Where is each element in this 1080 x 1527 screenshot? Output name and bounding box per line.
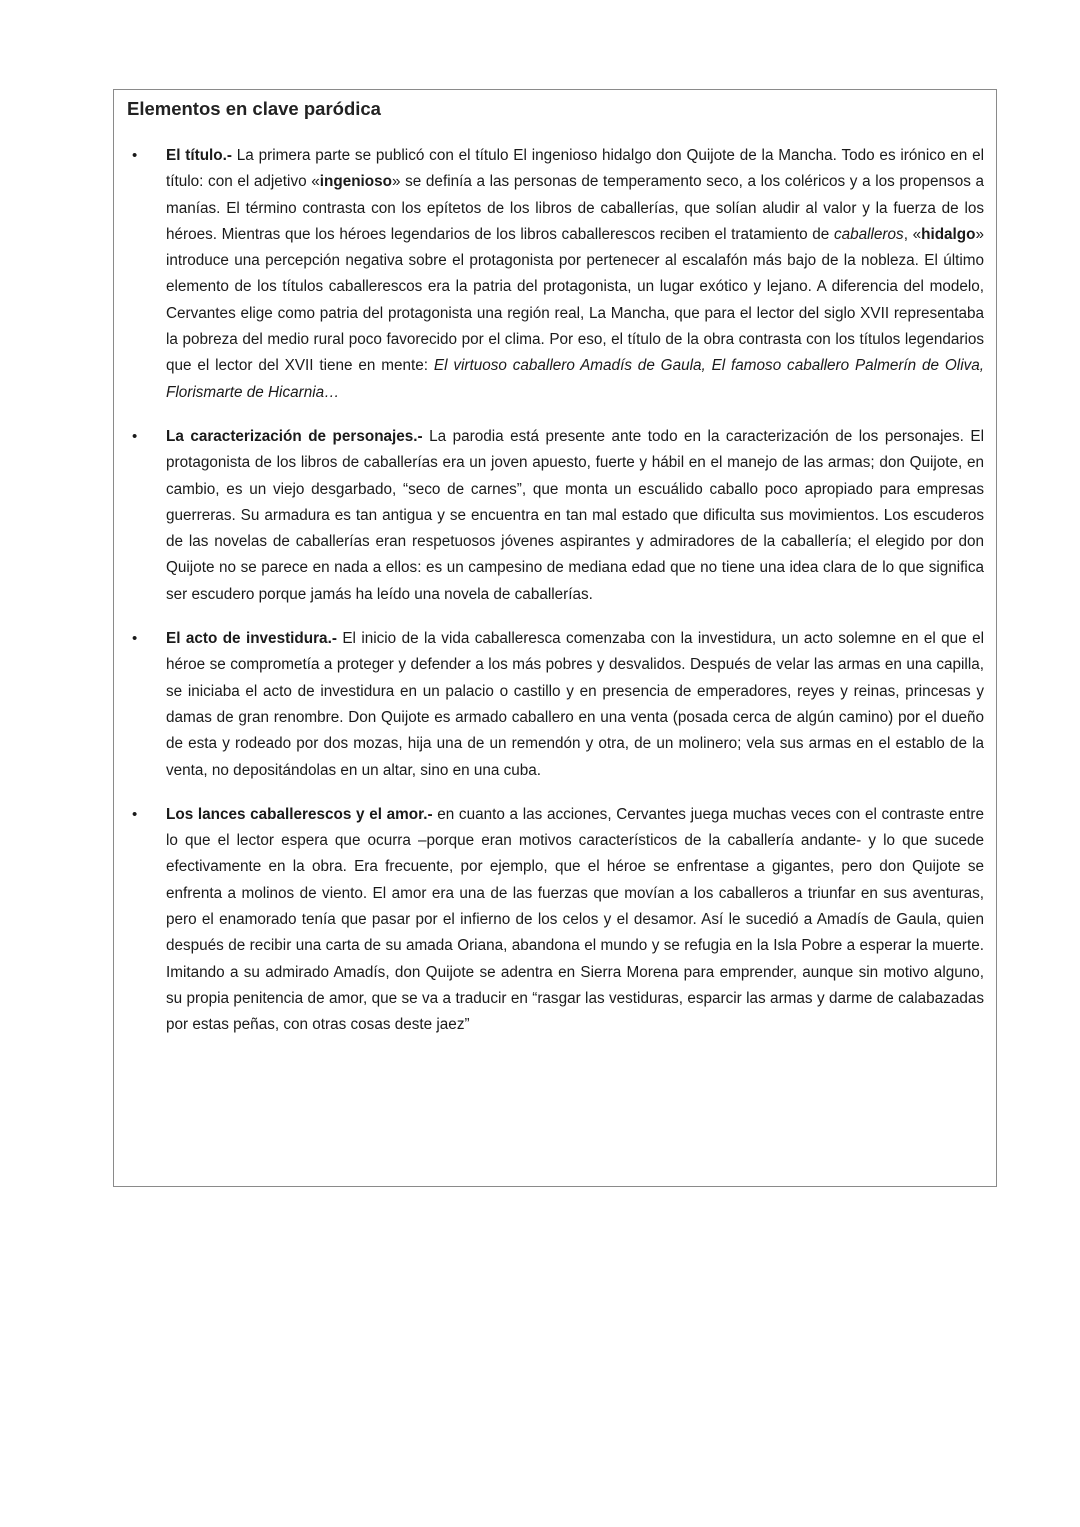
paragraph-text: La parodia está presente ante todo en la caracterización de los personajes. El protagonista de los libros de caballerías era un joven apuesto, fuerte y hábil en el manejo de las armas; don Quijote, en cambio, es un viejo desgarbado, “seco de carnes”, que monta un escuálido caballo poco apropiado para empresas guerreras. Su armadura es tan antigua y se encuentra en tan mal estado que dificulta sus movimientos. Los escuderos de las novelas de caballerías eran respetuosos jóvenes aspirantes y admiradores de la caballería; el elegido por don Quijote no se parece en nada a ellos: es un campesino de mediana edad que no tiene una idea clara de lo que significa ser escudero porque jamás ha leído una novela de caballerías. (166, 427, 984, 603)
bullet-list (114, 143, 996, 1057)
bullet-icon: • (132, 147, 138, 164)
italic-text: caballeros (833, 225, 904, 243)
bullet-icon: • (132, 630, 138, 648)
bold-term: ingenioso (319, 173, 392, 191)
list-item (114, 626, 996, 784)
paragraph-text: , « (903, 225, 922, 243)
bold-term: El acto de investidura.- (166, 630, 337, 648)
paragraph-text: La primera parte se publicó con el título El ingenioso hidalgo don Quijote de la Mancha. Todo es irónico en el título: con el adjetivo « (166, 147, 984, 191)
bold-term: hidalgo (921, 225, 976, 243)
bullet-icon: • (132, 805, 138, 823)
paragraph-text: en cuanto a las acciones, Cervantes juega muchas veces con el contraste entre lo que el lector espera que ocurra –porque eran motivos característicos de la caballería andante- y lo que sucede efectivamente en la obra. Era frecuente, por ejemplo, que el héroe se enfrentase a gigantes, pero don Quijote se enfrenta a molinos de viento. El amor era una de las fuerzas que movían a los caballeros a triunfar en sus aventuras, pero el enamorado tenía que pasar por el infierno de los celos y el desamor. Así le sucedió a Amadís de Gaula, quien después de recibir una carta de su amada Oriana, abandona el mundo y se refugia en la Isla Pobre a esperar la muerte. Imitando a su admirado Amadís, don Quijote se adentra en Sierra Morena para emprender, aunque sin motivo alguno, su propia penitencia de amor, que se va a traducir en “rasgar las vestiduras, esparcir las armas y darme de calabazadas por estas peñas, con otras cosas deste jaez” (166, 805, 984, 1034)
bold-term: El título.- (166, 147, 232, 164)
list-item (114, 143, 996, 406)
section-heading: Elementos en clave paródica (127, 98, 381, 119)
paragraph-text: El inicio de la vida caballeresca comenzaba con la investidura, un acto solemne en el que el héroe se comprometía a proteger y defender a los más pobres y desvalidos. Después de velar las armas en una capilla, se iniciaba el acto de investidura en un palacio o castillo y en presencia de emperadores, reyes y reinas, princesas y damas de gran renombre. Don Quijote es armado caballero en una venta (posada cerca de algún camino) por el dueño de esta y rodeado por dos mozas, hija una de un remendón y otra, de un molinero; vela sus armas en el establo de la venta, no depositándolas en un altar, sino en una cuba. (166, 630, 985, 779)
content-box (113, 89, 997, 1187)
italic-text: El virtuoso caballero Amadís de Gaula, El famoso caballero Palmerín de Oliva, Florismarte de Hicarnia… (166, 357, 984, 401)
paragraph-text: » introduce una percepción negativa sobre el protagonista por pertenecer al escalafón más bajo de la nobleza. El último elemento de los títulos caballerescos era la patria del protagonista, un lugar exótico y lejano. A diferencia del modelo, Cervantes elige como patria del protagonista una región real, La Mancha, que para el lector del siglo XVII representaba la pobreza del medio rural poco favorecido por el clima. Por eso, el título de la obra contrasta con los títulos legendarios que el lector del XVII tiene en mente: (166, 225, 984, 375)
list-item (114, 802, 996, 1039)
paragraph-text: » se definía a las personas de temperamento seco, a los coléricos y a los propensos a manías. El término contrasta con los epítetos de los libros de caballerías, que solían aludir al valor y la fuerza de los héroes. Mientras que los héroes legendarios de los libros caballerescos reciben el tratamiento de (166, 173, 984, 243)
list-item (114, 424, 996, 608)
bullet-icon: • (132, 427, 138, 445)
bold-term: Los lances caballerescos y el amor.- (166, 805, 433, 823)
bold-term: La caracterización de personajes.- (166, 427, 423, 445)
